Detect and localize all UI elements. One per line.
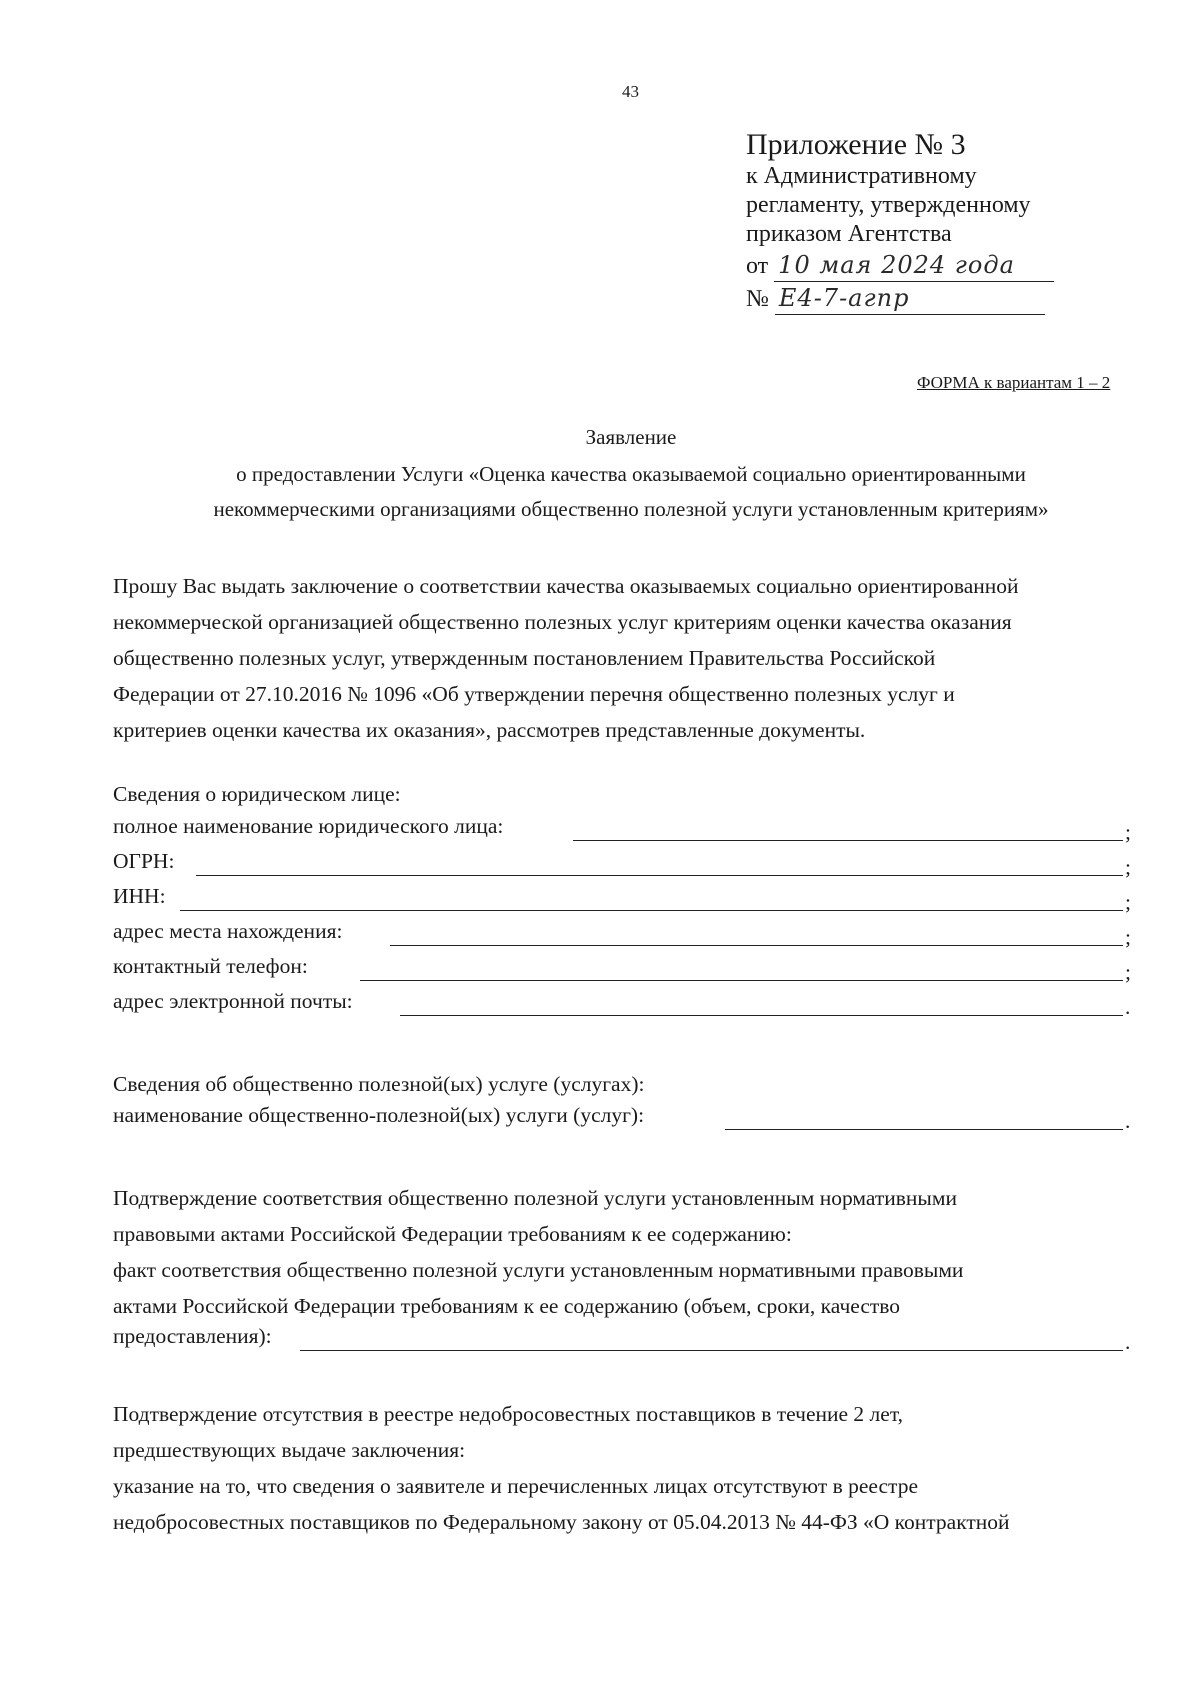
field-label: предоставления):: [113, 1324, 272, 1348]
ogrn-field: [113, 849, 1153, 879]
legal-entity-heading: Сведения о юридическом лице:: [113, 782, 401, 806]
field-end-mark: ;: [1125, 855, 1131, 879]
document-subtitle-line: о предоставлении Услуги «Оценка качества оказываемой социально ориентированными: [236, 462, 1026, 486]
paragraph-line: предшествующих выдаче заключения:: [113, 1438, 466, 1462]
appendix-date-row: [746, 249, 1054, 282]
field-end-mark: ;: [1125, 820, 1131, 844]
page-number: 43: [622, 82, 639, 101]
paragraph-line: Прошу Вас выдать заключение о соответствии качества оказываемых социально ориентированной: [113, 574, 1019, 598]
field-label: ИНН:: [113, 884, 166, 908]
full-name-field: [113, 814, 1153, 844]
paragraph-line: общественно полезных услуг, утвержденным постановлением Правительства Российской: [113, 646, 936, 670]
full-name-input-line[interactable]: [573, 840, 1123, 841]
field-label: полное наименование юридического лица:: [113, 814, 504, 838]
field-label: контактный телефон:: [113, 954, 308, 978]
number-prefix: №: [746, 286, 769, 312]
field-label: ОГРН:: [113, 849, 175, 873]
paragraph-line: указание на то, что сведения о заявителе и перечисленных лицах отсутствуют в реестре: [113, 1474, 918, 1498]
field-end-mark: .: [1125, 995, 1131, 1019]
field-end-mark: .: [1125, 1330, 1131, 1354]
field-label: адрес места нахождения:: [113, 919, 343, 943]
date-prefix: от: [746, 253, 769, 279]
appendix-block: [746, 128, 1054, 315]
appendix-line: приказом Агентства: [746, 221, 952, 247]
field-end-mark: ;: [1125, 960, 1131, 984]
handwritten-date: 10 мая 2024 года: [774, 249, 1054, 282]
provision-field: [113, 1324, 1153, 1354]
service-name-input-line[interactable]: [725, 1129, 1123, 1130]
service-name-field: [113, 1103, 1153, 1133]
handwritten-number: Е4-7-агпр: [775, 282, 1045, 315]
appendix-number-row: [746, 282, 1054, 315]
address-input-line[interactable]: [390, 945, 1123, 946]
inn-field: [113, 884, 1153, 914]
document-subtitle-line: некоммерческими организациями общественно полезной услуги установленным критериям»: [213, 497, 1049, 521]
phone-input-line[interactable]: [360, 980, 1123, 981]
paragraph-line: критериев оценки качества их оказания», рассмотрев представленные документы.: [113, 718, 866, 742]
form-variants-label: ФОРМА к вариантам 1 – 2: [917, 373, 1111, 392]
paragraph-line: правовыми актами Российской Федерации требованиям к ее содержанию:: [113, 1222, 792, 1246]
paragraph-line: недобросовестных поставщиков по Федеральному закону от 05.04.2013 № 44-ФЗ «О контрактной: [113, 1510, 1010, 1534]
field-end-mark: ;: [1125, 890, 1131, 914]
appendix-title: Приложение № 3: [746, 128, 966, 161]
field-label: адрес электронной почты:: [113, 989, 353, 1013]
registry-block: [113, 1396, 1010, 1540]
paragraph-line: Подтверждение отсутствия в реестре недобросовестных поставщиков в течение 2 лет,: [113, 1402, 903, 1426]
ogrn-input-line[interactable]: [196, 875, 1123, 876]
provision-input-line[interactable]: [300, 1350, 1123, 1351]
field-label: наименование общественно-полезной(ых) услуги (услуг):: [113, 1103, 645, 1127]
paragraph-line: Федерации от 27.10.2016 № 1096 «Об утверждении перечня общественно полезных услуг и: [113, 682, 955, 706]
inn-input-line[interactable]: [180, 910, 1123, 911]
document-title: Заявление: [585, 425, 677, 449]
paragraph-line: некоммерческой организацией общественно полезных услуг критериям оценки качества оказания: [113, 610, 1012, 634]
services-heading: Сведения об общественно полезной(ых) услуге (услугах):: [113, 1072, 645, 1096]
email-input-line[interactable]: [400, 1015, 1123, 1016]
compliance-block: [113, 1180, 963, 1324]
address-field: [113, 919, 1153, 949]
paragraph-line: Подтверждение соответствия общественно полезной услуги установленным нормативными: [113, 1186, 957, 1210]
field-end-mark: ;: [1125, 925, 1131, 949]
appendix-line: к Административному: [746, 163, 977, 189]
request-paragraph: [113, 568, 1019, 748]
field-end-mark: .: [1125, 1109, 1131, 1133]
email-field: [113, 989, 1153, 1019]
appendix-line: регламенту, утвержденному: [746, 192, 1031, 218]
paragraph-line: факт соответствия общественно полезной услуги установленным нормативными правовыми: [113, 1258, 964, 1282]
paragraph-line: актами Российской Федерации требованиям к ее содержанию (объем, сроки, качество: [113, 1294, 901, 1318]
phone-field: [113, 954, 1153, 984]
